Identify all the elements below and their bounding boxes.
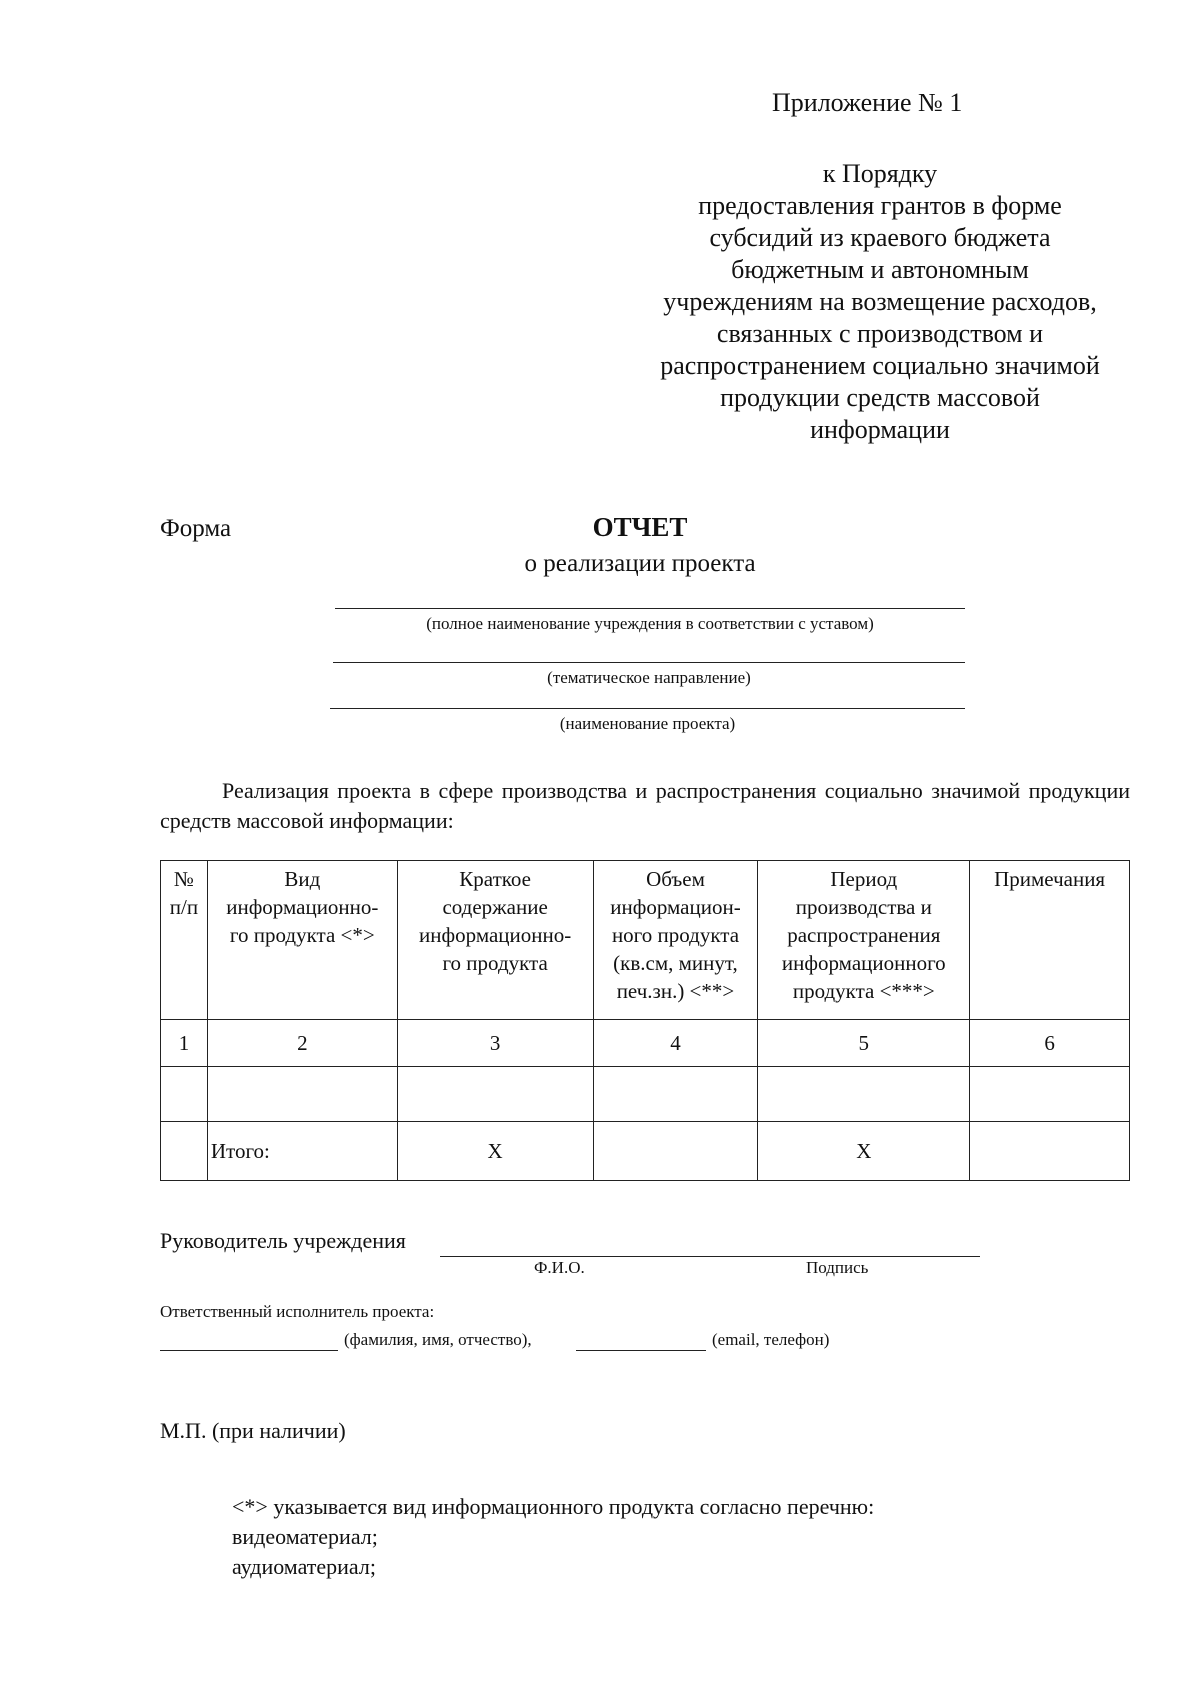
table-cell[interactable] (970, 1067, 1130, 1122)
executor-name-caption: (фамилия, имя, отчество), (344, 1330, 532, 1349)
thematic-direction-line[interactable] (333, 662, 965, 663)
appendix-title: Приложение № 1 (772, 88, 963, 117)
table-cell[interactable] (207, 1067, 397, 1122)
total-cell-na: X (397, 1122, 593, 1181)
order-line: бюджетным и автономным (731, 255, 1029, 284)
order-line: субсидий из краевого бюджета (709, 223, 1051, 252)
header-cell-product-type: Вид информационно- го продукта <*> (207, 861, 397, 1020)
total-cell (161, 1122, 208, 1181)
report-table (160, 860, 1130, 1181)
total-cell-volume[interactable] (593, 1122, 758, 1181)
header-cell-summary: Краткое содержание информационно- го продукта (397, 861, 593, 1020)
signature-caption: Подпись (806, 1258, 869, 1277)
column-number: 6 (970, 1020, 1130, 1067)
executor-label: Ответственный исполнитель проекта: (160, 1302, 435, 1321)
column-number-row (161, 1020, 1130, 1067)
order-line: связанных с производством и (716, 319, 1044, 348)
footnote-line: видеоматериал; (232, 1524, 378, 1549)
head-signature-line[interactable] (440, 1256, 980, 1257)
footnote-line: аудиоматериал; (232, 1554, 376, 1579)
header-cell-period: Период производства и распространения информационного продукта <***> (758, 861, 970, 1020)
column-number: 3 (397, 1020, 593, 1067)
footnote-line: <*> указывается вид информационного продукта согласно перечню: (232, 1494, 875, 1519)
order-line: предоставления грантов в форме (698, 191, 1062, 220)
order-line: распространением социально значимой (660, 351, 1100, 380)
table-cell[interactable] (397, 1067, 593, 1122)
fio-caption: Ф.И.О. (534, 1258, 585, 1277)
project-name-line[interactable] (330, 708, 965, 709)
order-line: информации (810, 415, 950, 444)
project-name-caption: (наименование проекта) (559, 714, 736, 733)
header-cell-number: № п/п (161, 861, 208, 1020)
stamp-place-label: М.П. (при наличии) (160, 1418, 346, 1443)
table-header-row (161, 861, 1130, 1020)
total-row (161, 1122, 1130, 1181)
column-number: 1 (161, 1020, 208, 1067)
intro-paragraph: Реализация проекта в сфере производства и распространения социально значимой продукции средств массовой информации: (160, 778, 1130, 833)
order-line: к Порядку (822, 159, 938, 188)
table-row (161, 1067, 1130, 1122)
executor-contact-line[interactable] (576, 1350, 706, 1351)
order-line: продукции средств массовой (720, 383, 1040, 412)
total-label: Итого: (207, 1122, 397, 1181)
order-line: учреждениям на возмещение расходов, (663, 287, 1097, 316)
institution-name-caption: (полное наименование учреждения в соответствии с уставом) (426, 614, 874, 633)
head-of-institution-label: Руководитель учреждения (160, 1228, 406, 1253)
report-subtitle: о реализации проекта (524, 550, 756, 577)
order-reference (630, 158, 1130, 446)
column-number: 4 (593, 1020, 758, 1067)
executor-name-line[interactable] (160, 1350, 338, 1351)
form-label: Форма (160, 515, 232, 542)
total-cell[interactable] (970, 1122, 1130, 1181)
total-cell-na: X (758, 1122, 970, 1181)
table-cell[interactable] (593, 1067, 758, 1122)
column-number: 5 (758, 1020, 970, 1067)
executor-contact-caption: (email, телефон) (712, 1330, 830, 1349)
header-cell-volume: Объем информацион- ного продукта (кв.см, минут, печ.зн.) <**> (593, 861, 758, 1020)
table-cell[interactable] (161, 1067, 208, 1122)
column-number: 2 (207, 1020, 397, 1067)
report-title: ОТЧЕТ (592, 512, 688, 542)
table-cell[interactable] (758, 1067, 970, 1122)
header-cell-notes: Примечания (970, 861, 1130, 1020)
thematic-direction-caption: (тематическое направление) (547, 668, 751, 687)
institution-name-line[interactable] (335, 608, 965, 609)
